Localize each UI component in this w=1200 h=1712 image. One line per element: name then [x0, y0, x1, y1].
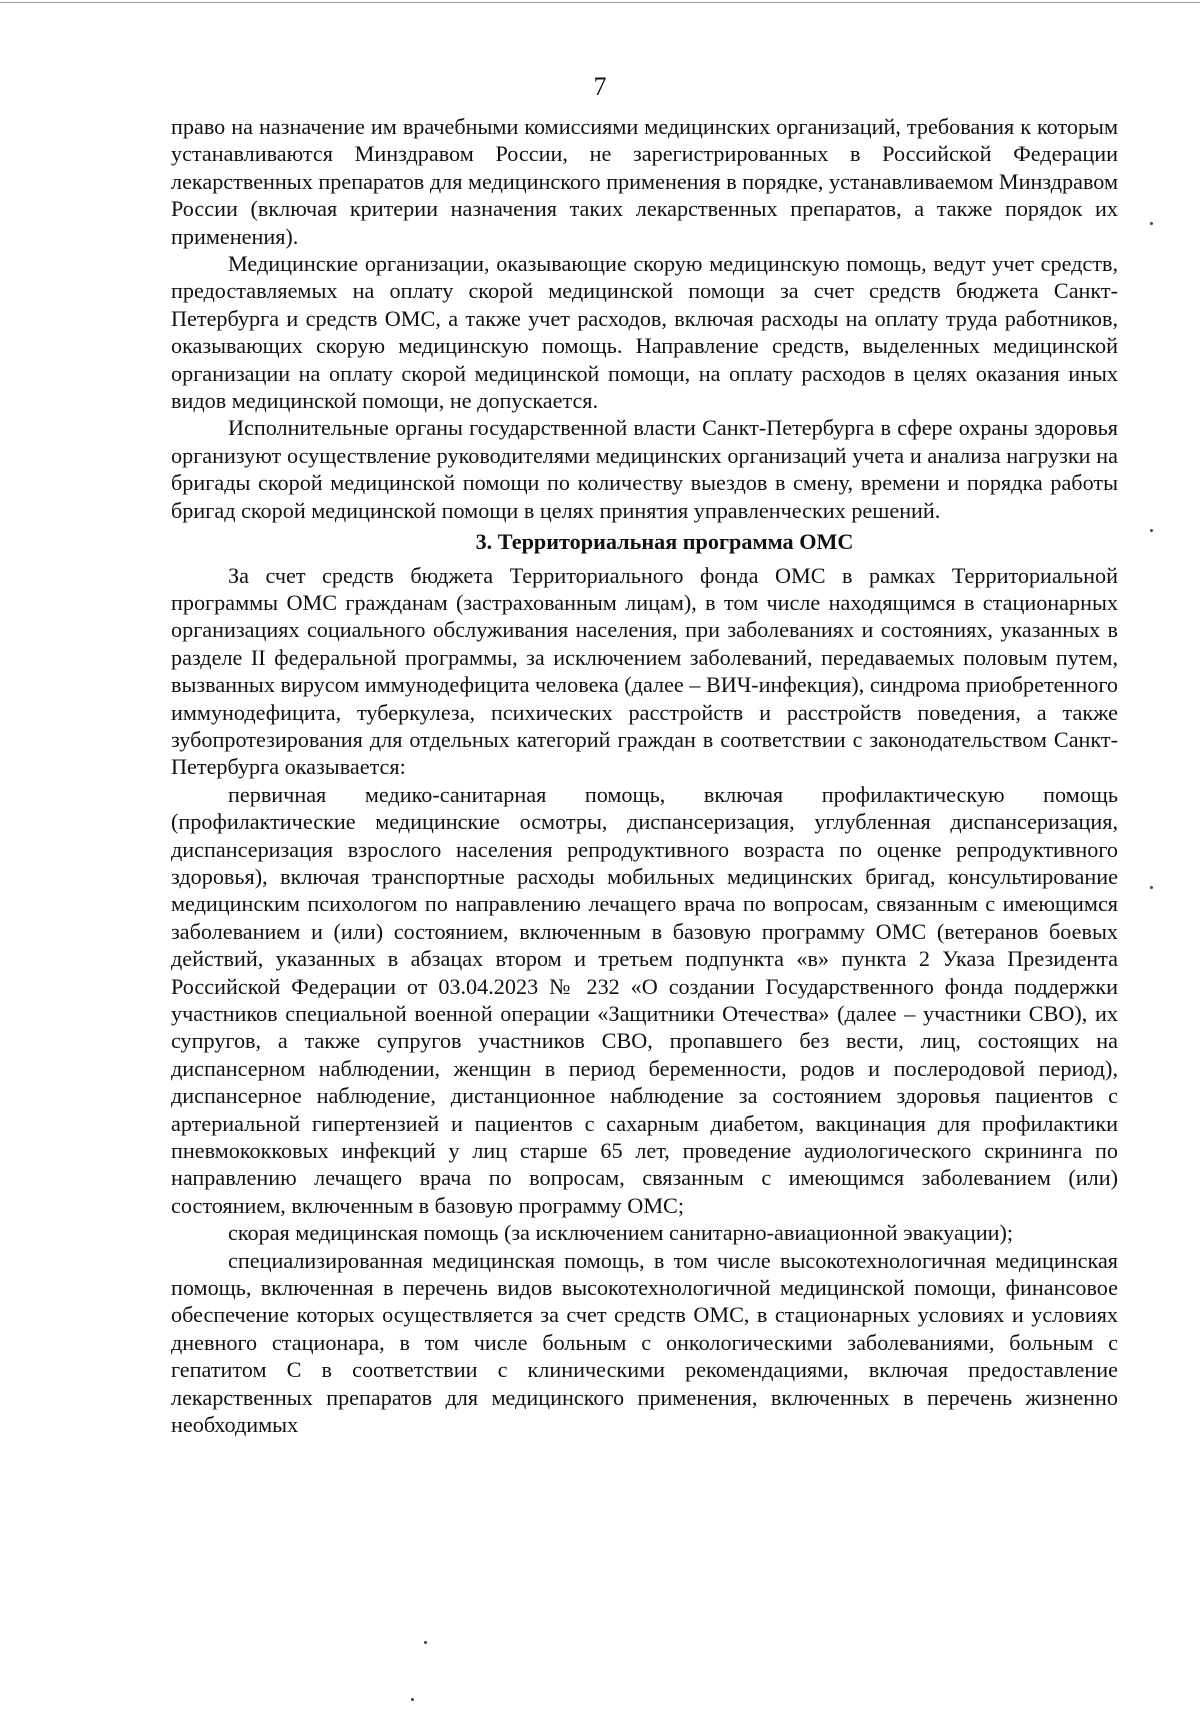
paragraph-primary-care: первичная медико-санитарная помощь, включая профилактическую помощь (профилактические медицинские осмотры, диспансеризация, углубленная диспансеризация, диспансеризация взрослого населения репродуктивного возраста по оценке репродуктивного здоровья), включая транспортные расходы мобильных медицинских бригад, консультирование медицинским психологом по направлению лечащего врача по вопросам, связанным с имеющимся заболеванием и (или) состоянием, включенным в базовую программу ОМС (ветеранов боевых действий, указанных в абзацах втором и третьем подпункта «в» пункта 2 Указа Президента Российской Федерации от 03.04.2023 № 232 «О создании Государственного фонда поддержки участников специальной военной операции «Защитники Отечества» (далее – участники СВО), их супругов, а также супругов участников СВО, пропавшего без вести, лиц, состоящих на диспансерном наблюдении, женщин в период беременности, родов и послеродовой период), диспансерное наблюдение, дистанционное наблюдение за состоянием здоровья пациентов с артериальной гипертензией и пациентов с сахарным диабетом, вакцинация для профилактики пневмококковых инфекций у лиц старше 65 лет, проведение аудиологического скрининга по направлению лечащего врача по вопросам, связанным с имеющимся заболеванием (или) состоянием, включенным в базовую программу ОМС; — [171, 781, 1118, 1218]
paragraph-brigade-workload: Исполнительные органы государственной власти Санкт-Петербурга в сфере охраны здоровья организуют осуществление руководителями медицинских организаций учета и анализа нагрузки на бригады скорой медицинской помощи по количеству выездов в смену, времени и порядка работы бригад скорой медицинской помощи в целях принятия управленческих решений. — [171, 415, 1118, 523]
page-number: 7 — [593, 72, 607, 101]
document-body — [171, 113, 1118, 1439]
scan-top-edge — [0, 2, 1200, 3]
scan-speck — [1150, 886, 1153, 889]
scan-speck — [1150, 222, 1153, 225]
paragraph-specialized-care: специализированная медицинская помощь, в том числе высокотехнологичная медицинская помощь, включенная в перечень видов высокотехнологичной медицинской помощи, финансовое обеспечение которых осуществляется за счет средств ОМС, в стационарных условиях и условиях дневного стационара, в том числе больным с онкологическими заболеваниями, больным с гепатитом С в соответствии с клиническими рекомендациями, включая предоставление лекарственных препаратов для медицинского применения, включенных в перечень жизненно необходимых — [171, 1247, 1118, 1438]
section-heading: 3. Территориальная программа ОМС — [475, 529, 854, 555]
paragraph-emergency-care: скорая медицинская помощь (за исключением санитарно-авиационной эвакуации); — [228, 1220, 1014, 1246]
paragraph-ambulance-funding: Медицинские организации, оказывающие скорую медицинскую помощь, ведут учет средств, предоставляемых на оплату скорой медицинской помощи за счет средств бюджета Санкт-Петербурга и средств ОМС, а также учет расходов, включая расходы на оплату труда работников, оказывающих скорую медицинскую помощь. Направление средств, выделенных медицинской организации на оплату скорой медицинской помощи, на оплату расходов в целях оказания иных видов медицинской помощи, не допускается. — [171, 251, 1118, 414]
paragraph-program-intro: За счет средств бюджета Территориального фонда ОМС в рамках Территориальной программы ОМС гражданам (застрахованным лицам), в том числе находящимся в стационарных организациях социального обслуживания населения, при заболеваниях и состояниях, указанных в разделе II федеральной программы, за исключением заболеваний, передаваемых половым путем, вызванных вирусом иммунодефицита человека (далее – ВИЧ-инфекция), синдрома приобретенного иммунодефицита, туберкулеза, психических расстройств и расстройств поведения, а также зубопротезирования для отдельных категорий граждан в соответствии с законодательством Санкт-Петербурга оказывается: — [171, 562, 1118, 780]
scan-speck — [411, 1698, 414, 1701]
paragraph-continuation: право на назначение им врачебными комиссиями медицинских организаций, требования к которым устанавливаются Минздравом России, не зарегистрированных в Российской Федерации лекарственных препаратов для медицинского применения в порядке, устанавливаемом Минздравом России (включая критерии назначения таких лекарственных препаратов, а также порядок их применения). — [171, 114, 1118, 249]
scan-speck — [1150, 529, 1153, 532]
scan-speck — [424, 1641, 427, 1644]
